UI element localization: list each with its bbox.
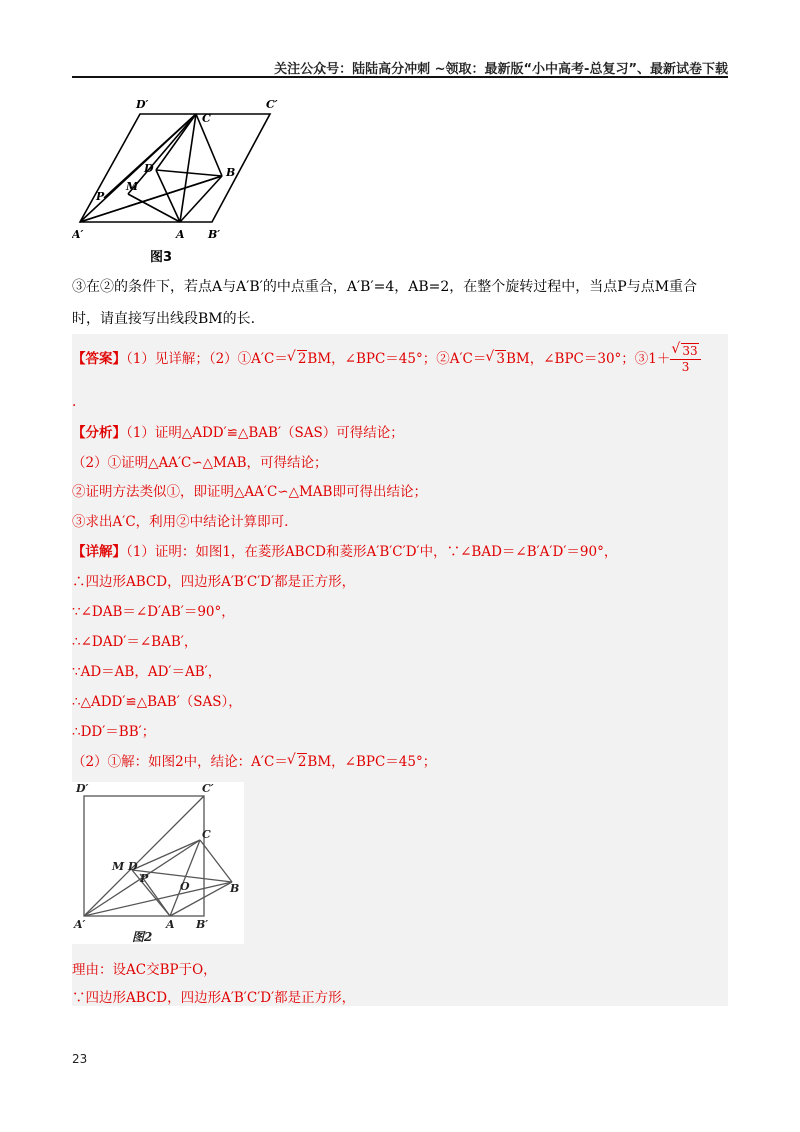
fig3-label: A′ — [72, 228, 84, 241]
sqrt-2: √ 2 — [288, 349, 308, 369]
sqrt-3: √ 3 — [486, 349, 506, 369]
figure-2 — [72, 782, 244, 944]
sqrt-2: √ 2 — [288, 752, 308, 772]
detail-line-5: ∵AD＝AB，AD′＝AB′， — [72, 664, 222, 680]
fig2-label: D′ — [76, 782, 89, 795]
fig3-label: B′ — [208, 228, 221, 241]
question-line-2: 时，请直接写出线段BM的长. — [72, 311, 256, 327]
analysis-tag: 【分析】 — [72, 425, 126, 441]
analysis-line-1: 【分析】（1）证明△ADD′≌△BAB′（SAS）可得结论； — [72, 425, 404, 441]
fig2-caption: 图2 — [132, 930, 153, 944]
detail-line-4: ∴∠DAD′＝∠BAB′， — [72, 634, 198, 650]
fig3-label: P — [96, 190, 105, 203]
fig3-label: D — [144, 162, 154, 175]
analysis-line-4: ③求出A′C，利用②中结论计算即可. — [72, 514, 289, 530]
answer-part-b: BM，∠BPC＝45°；②A′C＝ — [307, 351, 487, 367]
figure-3 — [72, 92, 292, 242]
answer-tag: 【答案】 — [72, 351, 126, 367]
figure-3-caption: 图3 — [150, 250, 173, 265]
answer-trailing: . — [72, 394, 77, 410]
analysis-line-3: ②证明方法类似①，即证明△AA′C∽△MAB即可得出结论； — [72, 484, 427, 500]
fig2-label: D — [128, 860, 138, 873]
page-header: 关注公众号：陆陆高分冲刺 ~领取：最新版“小中高考-总复习”、最新试卷下载 — [274, 62, 728, 77]
fig2-label: B′ — [196, 918, 209, 931]
fig3-label: C′ — [266, 98, 278, 111]
fraction-sqrt33-over-3: √ $\frac{33}{3}$ — [670, 344, 700, 375]
analysis-line-2: （2）①证明△AA′C∽△MAB，可得结论； — [72, 455, 328, 471]
detail-line-6: ∴△ADD′≌△BAB′（SAS）， — [72, 694, 242, 710]
fig2-label: M — [112, 860, 125, 873]
fig2-label: O — [180, 880, 190, 893]
fig3-label: B — [226, 166, 236, 179]
header-rule — [72, 76, 728, 78]
fig3-label: D′ — [136, 98, 149, 111]
answer-line — [72, 344, 728, 375]
detail-line-10: ∵四边形ABCD，四边形A′B′C′D′都是正方形， — [72, 990, 356, 1006]
fig2-label: C — [202, 828, 211, 841]
fig2-label: P — [140, 872, 149, 885]
page-number: 23 — [72, 1052, 88, 1066]
detail-line-8: （2）①解：如图2中，结论：A′C＝√ 2BM，∠BPC＝45°； — [72, 752, 728, 772]
fig2-label: C′ — [202, 782, 214, 795]
question-line-1: ③在②的条件下，若点A与A′B′的中点重合，A′B′=4，AB=2，在整个旋转过程中，当点P与点M重合 — [72, 279, 698, 295]
detail-line-7: ∴DD′＝BB′； — [72, 724, 156, 740]
detail-line-1: 【详解】（1）证明：如图1，在菱形ABCD和菱形A′B′C′D′中，∵∠BAD＝∠B′A′D′＝90°， — [72, 544, 618, 560]
fig2-label: A′ — [74, 918, 86, 931]
answer-part-c: BM，∠BPC＝30°；③1＋ — [505, 351, 671, 367]
answer-part-a: （1）见详解；（2）①A′C＝ — [126, 351, 288, 367]
fig3-label: A — [176, 228, 185, 241]
fig3-label: M — [126, 180, 139, 193]
detail-line-9: 理由：设AC交BP于O， — [72, 962, 217, 978]
detail-line-2: ∴四边形ABCD，四边形A′B′C′D′都是正方形， — [72, 574, 356, 590]
fig2-label: A — [166, 918, 175, 931]
detail-line-3: ∵∠DAB＝∠D′AB′＝90°， — [72, 604, 235, 620]
fig2-label: B — [230, 882, 240, 895]
detail-tag: 【详解】 — [72, 544, 126, 560]
fig3-label: C — [202, 112, 211, 125]
